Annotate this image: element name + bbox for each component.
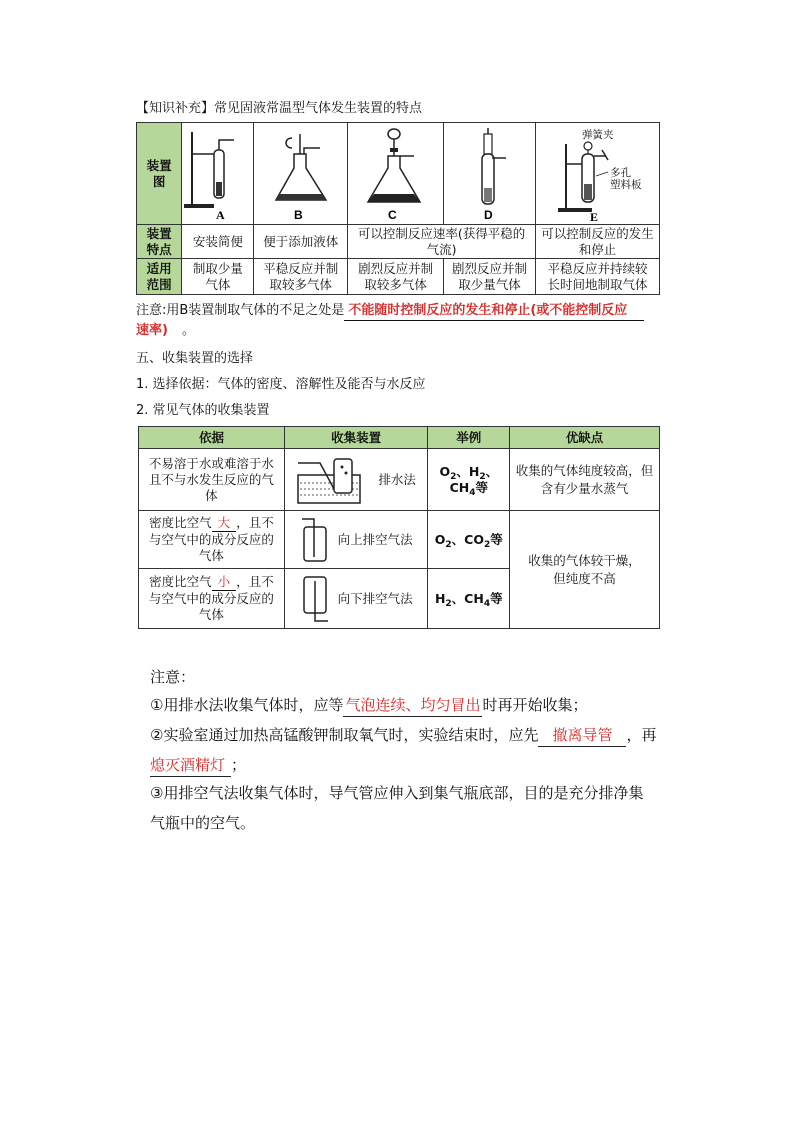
device-d <box>444 123 536 225</box>
scope-c: 剧烈反应并制取较多气体 <box>348 259 444 295</box>
basis-water: 不易溶于水或难溶于水且不与水发生反应的气体 <box>139 449 285 511</box>
generator-table <box>136 122 660 295</box>
scope-e: 平稳反应并持续较长时间地制取气体 <box>536 259 660 295</box>
device-b <box>254 123 348 225</box>
note-3: ③用排空气法收集气体时，导气管应伸入到集气瓶底部，目的是充分排净集 <box>150 784 644 802</box>
header-device: 收集装置 <box>284 427 428 449</box>
header-example: 举例 <box>428 427 510 449</box>
example-down: $H_2$、$CH_4$等 <box>428 569 510 629</box>
feature-a: 安装简便 <box>182 225 254 259</box>
note-1: ①用排水法收集气体时，应等 气泡连续、均匀冒出 时再开始收集； <box>150 694 587 717</box>
section2-title: 五、收集装置的选择 <box>136 351 254 366</box>
device-water <box>284 449 428 511</box>
note-1-answer: 气泡连续、均匀冒出 <box>343 694 482 717</box>
b-note-answer-1: 不能随时控制反应的发生和停止(或不能控制反应 <box>344 302 644 321</box>
b-note-line2: 速率) 。 <box>136 323 195 338</box>
section2-item1: 1. 选择依据：气体的密度、溶解性及能否与水反应 <box>136 377 426 392</box>
method-up: 向上排空气法 <box>337 531 413 547</box>
label-b: B <box>294 207 304 222</box>
device-c <box>348 123 444 225</box>
device-down <box>284 569 428 629</box>
pros-air: 收集的气体较干燥，但纯度不高 <box>510 511 660 629</box>
feature-b: 便于添加液体 <box>254 225 348 259</box>
collection-table <box>138 426 660 629</box>
header-pros-cons: 优缺点 <box>510 427 660 449</box>
label-a: A <box>216 207 226 222</box>
note-2-answer-2: 熄灭酒精灯 <box>150 754 231 777</box>
label-e: E <box>590 209 599 224</box>
device-e <box>536 123 660 225</box>
e-plate-label-2: 塑料板 <box>610 179 642 191</box>
e-plate-label-1: 多孔 <box>610 167 631 179</box>
note-2: ②实验室通过加热高锰酸钾制取氧气时，实验结束时，应先 撤离导管 ，再 <box>150 724 656 747</box>
downward-air-icon <box>300 573 330 625</box>
device-a <box>182 123 254 225</box>
device-up <box>284 511 428 569</box>
notes-title: 注意： <box>150 668 196 686</box>
b-note-answer-2: 速率) <box>136 323 168 338</box>
b-note: 注意:用B装置制取气体的不足之处是 不能随时控制反应的发生和停止(或不能控制反应 <box>136 302 644 321</box>
label-d: D <box>484 207 493 222</box>
basis-up: 密度比空气 大 ，且不与空气中的成分反应的气体 <box>139 511 285 569</box>
upward-air-icon <box>300 515 330 565</box>
header-basis: 依据 <box>139 427 285 449</box>
scope-b: 平稳反应并制取较多气体 <box>254 259 348 295</box>
note-2-answer-1: 撤离导管 <box>538 724 626 747</box>
note-3-line2: 气瓶中的空气。 <box>150 814 256 832</box>
pros-water: 收集的气体纯度较高，但含有少量水蒸气 <box>510 449 660 511</box>
example-water: $O_2$、$H_2$、 $CH_4$等 <box>428 449 510 511</box>
section1-title: 【知识补充】常见固液常温型气体发生装置的特点 <box>136 101 423 116</box>
feature-e: 可以控制反应的发生和停止 <box>536 225 660 259</box>
note-2-line2: 熄灭酒精灯 ； <box>150 754 246 777</box>
row-label-scope: 适用范围 <box>137 259 182 295</box>
feature-cd: 可以控制反应速率(获得平稳的气流) <box>348 225 536 259</box>
row-label-device: 装置图 <box>137 123 182 225</box>
basis-down: 密度比空气 小 ，且不与空气中的成分反应的气体 <box>139 569 285 629</box>
scope-d: 剧烈反应并制取少量气体 <box>444 259 536 295</box>
row-label-features: 装置特点 <box>137 225 182 259</box>
method-down: 向下排空气法 <box>337 590 413 606</box>
label-c: C <box>388 207 397 222</box>
section2-item2: 2. 常见气体的收集装置 <box>136 403 270 418</box>
e-clip-label: 弹簧夹 <box>582 129 614 141</box>
example-up: $O_2$、$CO_2$等 <box>428 511 510 569</box>
scope-a: 制取少量气体 <box>182 259 254 295</box>
water-displacement-icon <box>296 453 370 507</box>
method-water: 排水法 <box>378 471 416 487</box>
